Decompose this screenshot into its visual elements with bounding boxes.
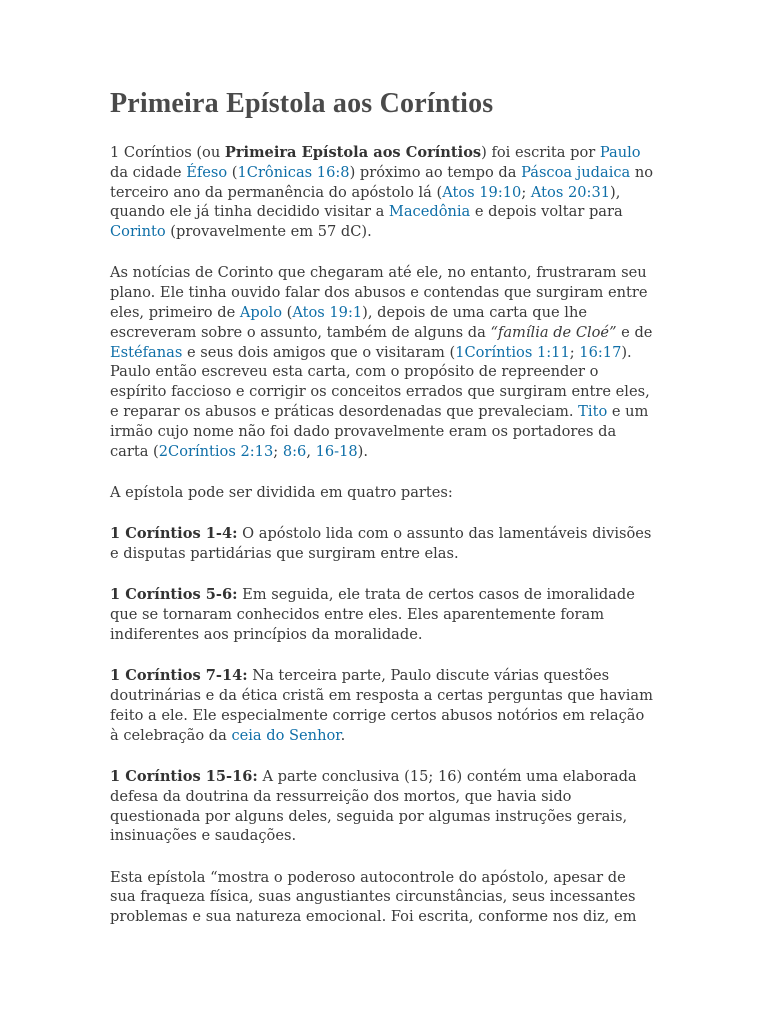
section-heading: 1 Coríntios 1-4: [110,525,238,543]
link-1cronicas-16-8[interactable]: 1Crônicas 16:8 [237,163,350,181]
italic-familia-cloe: “família de Cloé” [490,323,617,341]
link-tito[interactable]: Tito [578,403,608,421]
section-heading: 1 Coríntios 5-6: [110,586,238,604]
section-heading: 1 Coríntios 15-16: [110,767,258,785]
section-5-6: 1 Coríntios 5-6: Em seguida, ele trata de certos casos de imoralidade que se tornaram conhecidos entre eles. Eles aparentemente foram indiferentes aos princípios da moralidade. [110,586,635,643]
link-16-18[interactable]: 16-18 [315,442,358,460]
link-atos-19-10[interactable]: Atos 19:10 [442,183,522,201]
paragraph-intro: 1 Coríntios (ou Primeira Epístola aos Coríntios) foi escrita por Paulo da cidade Éfeso (1Crônicas 16:8) próximo ao tempo da Páscoa judaica no terceiro ano da permanência do apóstolo lá (Atos 19:10; Atos 20:31), quando ele já tinha decidido visitar a Macedônia e depois voltar para Corinto (provavelmente em 57 dC). [110,144,654,241]
paragraph-closing: Esta epístola “mostra o poderoso autocontrole do apóstolo, apesar de sua fraqueza física, suas angustiantes circunstâncias, seus incessantes problemas e sua natureza emocional. Foi escrita, conforme nos diz, em [110,868,637,926]
paragraph-division: A epístola pode ser dividida em quatro partes: [110,483,453,501]
link-corinto[interactable]: Corinto [110,223,166,241]
link-apolo[interactable]: Apolo [239,304,282,322]
link-atos-19-1[interactable]: Atos 19:1 [292,304,363,322]
link-1corintios-1-11[interactable]: 1Coríntios 1:11 [455,343,570,361]
link-estefanas[interactable]: Estéfanas [110,343,183,361]
section-15-16: 1 Coríntios 15-16: A parte conclusiva (15; 16) contém uma elaborada defesa da doutrina da ressurreição dos mortos, que havia sido questionada por alguns deles, seguida por algumas instruções gerais, insinuações e saudações. [110,767,637,845]
bold-title: Primeira Epístola aos Coríntios [224,144,482,161]
paragraph-context: As notícias de Corinto que chegaram até ele, no entanto, frustraram seu plano. Ele tinha ouvido falar dos abusos e contendas que surgiram entre eles, primeiro de Apolo (Atos 19:1), depois de uma carta que lhe escreveram sobre o assunto, também de alguns da “família de Cloé” e de Estéfanas e seus dois amigos que o visitaram (1Coríntios 1:11; 16:17). Paulo então escreveu esta carta, com o propósito de repreender o espírito faccioso e corrigir os conceitos errados que surgiram entre eles, e reparar os abusos e práticas desordenadas que prevaleciam. Tito e um irmão cujo nome não foi dado provavelmente eram os portadores da carta (2Coríntios 2:13; 8:6, 16-18). [110,264,653,460]
page-title: Primeira Epístola aos Coríntios [110,88,494,119]
link-atos-20-31[interactable]: Atos 20:31 [530,183,611,201]
link-8-6[interactable]: 8:6 [282,442,307,460]
link-ceia-do-senhor[interactable]: ceia do Senhor [231,726,341,744]
link-pascoa-judaica[interactable]: Páscoa judaica [521,163,631,181]
link-efeso[interactable]: Éfeso [186,163,228,181]
link-paulo[interactable]: Paulo [599,144,641,161]
section-1-4: 1 Coríntios 1-4: O apóstolo lida com o assunto das lamentáveis divisões e disputas partidárias que surgiram entre elas. [110,525,652,563]
article [110,84,655,949]
section-7-14: 1 Coríntios 7-14: Na terceira parte, Paulo discute várias questões doutrinárias e da ética cristã em resposta a certas perguntas que haviam feito a ele. Ele especialmente corrige certos abusos notórios em relação à celebração da ceia do Senhor. [110,667,653,744]
section-heading: 1 Coríntios 7-14: [110,667,248,685]
link-2corintios-2-13[interactable]: 2Coríntios 2:13 [158,442,274,460]
link-16-17[interactable]: 16:17 [579,343,622,361]
link-macedonia[interactable]: Macedônia [388,203,471,221]
